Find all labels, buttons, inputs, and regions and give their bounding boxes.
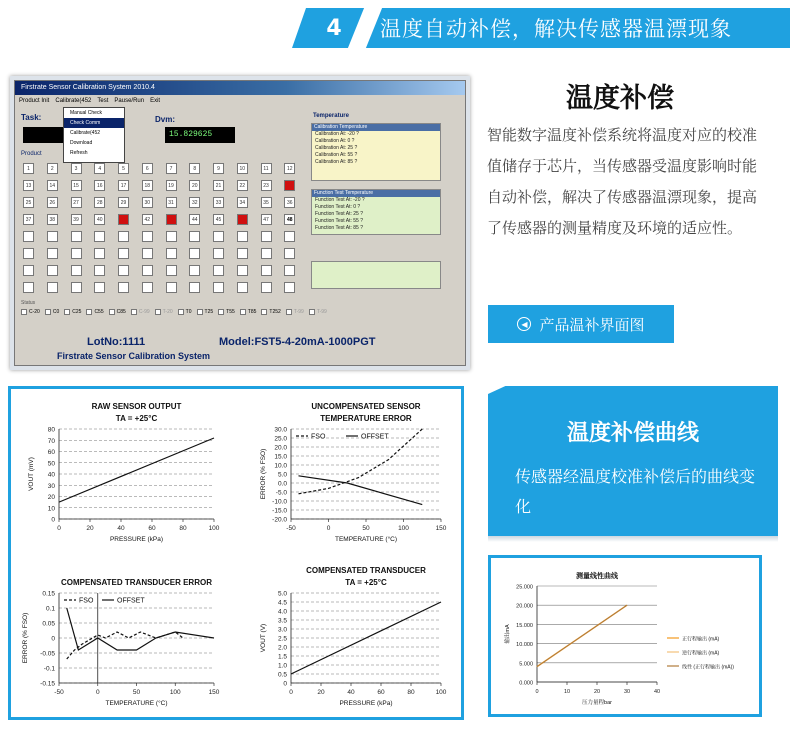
x-tick-label: 40 [653,689,661,695]
product-cell[interactable]: 45 [213,214,224,225]
product-cell[interactable] [23,265,34,276]
menu-item[interactable]: Product Init [19,98,50,104]
status-checkbox[interactable] [197,309,214,315]
x-tick-label: 150 [435,525,447,532]
product-cell[interactable]: 4 [94,163,105,174]
product-cell[interactable]: 29 [118,197,129,208]
product-cell[interactable] [284,231,295,242]
legend-label: 逆行程输出 (mA) [682,650,720,657]
status-checkbox[interactable] [64,309,81,315]
y-axis-label: 输出mA [505,624,511,644]
product-cell[interactable] [118,248,129,259]
y-tick-label: 20.0 [274,444,287,452]
product-cell[interactable]: 47 [261,214,272,225]
model-number: Model:FST5-4-20mA-1000PGT [219,336,376,348]
product-cell[interactable] [118,282,129,293]
product-cell[interactable] [213,248,224,259]
y-tick-label: 0.15 [42,590,55,598]
product-cell[interactable] [284,265,295,276]
product-cell[interactable] [237,265,248,276]
status-checkbox[interactable] [21,309,40,315]
y-tick-label: 60 [47,449,55,456]
y-tick-label: 0 [51,635,55,643]
status-checkbox-label: C85 [116,309,126,315]
y-tick-label: -0.15 [40,680,55,688]
x-axis-label: TEMPERATURE (°C) [105,700,168,707]
window-menubar [15,96,466,107]
y-tick-label: 50 [47,460,55,468]
product-cell[interactable]: 43 [166,214,177,225]
checkbox-icon [309,309,315,315]
y-tick-label: 15.0 [274,453,287,461]
product-cell[interactable]: 39 [71,214,82,225]
status-panel [311,261,441,289]
calibrate-dropdown-menu [63,107,125,163]
y-tick-label: 5.0 [277,471,287,479]
legend-label: 正行程输出 (mA) [682,636,720,643]
list-item: Function Test At: 0 ? [315,204,361,210]
chart-subtitle: TEMPERATURE ERROR [320,414,412,423]
x-tick-label: 20 [317,689,325,696]
status-checkbox-label: T55 [226,309,235,315]
legend-label: 线性 (正行程输出 (mA)) [682,664,734,671]
y-tick-label: 70 [47,437,55,445]
y-tick-label: 1.5 [277,653,287,661]
product-cell[interactable] [261,282,272,293]
status-checkbox-label: C0 [52,309,60,315]
lot-number: LotNo:1111 [87,336,146,348]
x-tick-label: 0 [57,525,61,532]
checkbox-icon [197,309,203,315]
product-cell[interactable] [213,265,224,276]
product-cell[interactable]: 42 [142,214,153,225]
product-cell[interactable]: 37 [23,214,34,225]
product-cell[interactable] [189,231,200,242]
y-tick-label: 80 [47,426,55,434]
callout-body: 传感器经温度校准补偿后的曲线变化 [515,467,756,516]
status-checkbox[interactable] [178,309,192,315]
product-cell[interactable] [142,231,153,242]
product-cell[interactable]: 6 [142,163,153,174]
x-axis-label: 压力量程bar [582,700,612,706]
chart-subtitle: TA = +25°C [115,414,158,423]
product-cell[interactable] [166,248,177,259]
product-cell[interactable] [94,231,105,242]
linearity-chart-svg [491,558,759,714]
product-cell[interactable] [142,248,153,259]
x-axis-label: PRESSURE (kPa) [339,700,393,707]
y-tick-label: 0.000 [519,680,533,687]
checkbox-icon [64,309,70,315]
series-line [67,608,214,650]
callout-shadow [488,536,778,542]
dropdown-item[interactable]: Calibrate(452 [70,130,101,136]
status-checkbox-label: C-99 [138,309,150,315]
y-tick-label: 5.000 [519,661,533,668]
product-cell[interactable]: 44 [189,214,200,225]
menu-item[interactable]: Test [97,98,109,104]
legend-label: FSO [311,433,326,441]
checkbox-icon [21,309,27,315]
list-item: Function Test At: 85 ? [315,225,363,231]
chart-subtitle: TA = +25°C [345,578,387,587]
chart-title: RAW SENSOR OUTPUT [91,402,182,411]
product-cell[interactable] [142,265,153,276]
product-cell[interactable] [166,282,177,293]
dropdown-item[interactable]: Refresh [70,150,88,156]
y-tick-label: 0.1 [45,605,55,613]
product-ui-button-label: 产品温补界面图 [539,315,645,334]
product-cell[interactable]: 36 [284,197,295,208]
dropdown-item[interactable]: Check Comm [64,118,124,128]
product-cell[interactable]: 40 [94,214,105,225]
callout-title: 温度补偿曲线 [566,421,699,446]
product-cell[interactable]: 31 [166,197,177,208]
x-tick-label: -50 [54,689,64,696]
status-label: Status [21,300,36,306]
product-cell[interactable]: 11 [261,163,272,174]
arrow-left-circle-icon: ◀ [517,317,531,331]
y-tick-label: 2.5 [277,635,287,643]
x-tick-label: 60 [148,525,156,532]
calibration-temperature-list[interactable] [311,123,441,181]
product-cell[interactable] [189,282,200,293]
legend-label: FSO [79,597,94,605]
product-cell[interactable] [166,231,177,242]
product-cell[interactable] [94,248,105,259]
x-tick-label: 100 [169,689,181,696]
product-cell[interactable]: 17 [118,180,129,191]
product-cell[interactable] [94,265,105,276]
product-cell[interactable]: 1 [23,163,34,174]
status-checkbox[interactable] [309,309,327,315]
status-checkbox[interactable] [131,309,150,315]
product-cell[interactable] [71,248,82,259]
series-line [299,476,423,505]
product-cell[interactable]: 19 [166,180,177,191]
status-checkbox[interactable] [286,309,304,315]
chart-title: UNCOMPENSATED SENSOR [311,402,421,411]
y-tick-label: 10 [47,505,55,513]
status-checkboxes [21,309,461,315]
product-cell[interactable] [47,265,58,276]
list-item: Function Test At: 25 ? [315,211,363,217]
product-cell[interactable] [189,248,200,259]
list-item: Calibration At: 55 ? [315,152,358,158]
product-cell[interactable]: 10 [237,163,248,174]
product-cell[interactable] [189,265,200,276]
product-cell[interactable]: 20 [189,180,200,191]
dropdown-item[interactable]: Manual Check [70,110,102,116]
y-tick-label: 10.000 [516,642,533,649]
product-cell[interactable]: 27 [71,197,82,208]
chart-title: COMPENSATED TRANSDUCER ERROR [61,578,212,587]
y-tick-label: 2.0 [277,644,287,652]
status-checkbox[interactable] [45,309,59,315]
product-cell[interactable]: 34 [237,197,248,208]
status-checkbox[interactable] [109,309,126,315]
y-tick-label: -0.1 [43,665,55,673]
list-item: Calibration At: 25 ? [315,145,358,151]
y-tick-label: -10.0 [272,498,287,506]
product-cell[interactable] [213,231,224,242]
checkbox-icon [240,309,246,315]
product-cell[interactable] [261,265,272,276]
y-tick-label: 30.0 [274,426,287,434]
product-cell[interactable] [213,282,224,293]
checkbox-icon [86,309,92,315]
status-checkbox-label: T85 [247,309,257,315]
product-cell[interactable]: 9 [213,163,224,174]
product-cell[interactable]: 26 [47,197,58,208]
task-label: Task: [21,113,42,122]
y-tick-label: -5.0 [275,489,287,497]
y-tick-label: 10.0 [274,462,287,470]
y-tick-label: 20.000 [516,603,533,610]
product-cell[interactable]: 38 [47,214,58,225]
status-checkbox-label: T-20 [162,309,173,315]
x-tick-label: -50 [286,525,296,532]
status-checkbox[interactable] [240,309,257,315]
checkbox-icon [261,309,267,315]
product-cell[interactable]: 15 [71,180,82,191]
product-cell[interactable]: 24 [284,180,295,191]
system-name: Firstrate Sensor Calibration System [57,351,211,361]
x-tick-label: 60 [377,689,385,696]
y-axis-label: ERROR (% FSO) [260,448,267,500]
product-cell[interactable] [118,231,129,242]
x-tick-label: 0 [95,689,100,696]
product-ui-button[interactable] [488,305,674,343]
legend-label: OFFSET [117,597,145,605]
product-cell[interactable]: 41 [118,214,129,225]
product-cell[interactable] [47,231,58,242]
y-tick-label: -15.0 [272,507,287,515]
y-tick-label: 0 [51,516,55,524]
menu-item[interactable]: Exit [150,98,161,104]
y-tick-label: 25.000 [516,584,533,591]
checkbox-icon [178,309,184,315]
status-checkbox[interactable] [155,309,173,315]
x-tick-label: 0 [289,689,293,696]
product-cell[interactable] [94,282,105,293]
product-cell[interactable] [237,282,248,293]
product-cell[interactable] [284,248,295,259]
x-tick-label: 40 [347,689,355,696]
status-checkbox[interactable] [86,309,103,315]
series-line [67,632,183,659]
x-tick-label: 150 [208,689,220,696]
y-tick-label: 3.5 [277,617,287,625]
checkbox-icon [286,309,292,315]
y-axis-label: VOUT (mV) [28,457,35,491]
dvm-display: 15.829625 [165,127,235,143]
product-cell[interactable]: 33 [213,197,224,208]
product-cell[interactable]: 7 [166,163,177,174]
product-cell[interactable]: 5 [118,163,129,174]
y-tick-label: 0.05 [42,620,55,628]
section-number: 4 [310,8,358,48]
window-titlebar: Firstrate Sensor Calibration System 2010.4 [15,81,466,95]
temperature-compensation-description: 智能数字温度补偿系统将温度对应的校准值储存于芯片，当传感器受温度影响时能自动补偿，解决了传感器温漂现象，提高了传感器的测量精度及环境的适应性。 [487,126,758,237]
product-cell[interactable]: 28 [94,197,105,208]
y-tick-label: 4.0 [277,608,287,616]
x-tick-label: 100 [208,525,220,532]
y-tick-label: 20 [47,494,55,501]
x-tick-label: 100 [435,689,447,696]
checkbox-icon [218,309,224,315]
product-label: Product [21,151,42,157]
y-tick-label: -20.0 [272,516,287,524]
product-cell[interactable] [142,282,153,293]
product-cell[interactable]: 3 [71,163,82,174]
y-tick-label: 3.0 [277,626,287,634]
x-tick-label: 80 [179,525,187,532]
function-list-header: Function Test Temperature [312,190,440,197]
product-cell[interactable] [166,265,177,276]
x-tick-label: 0 [535,689,539,695]
product-cell[interactable]: 25 [23,197,34,208]
product-grid [23,163,303,293]
chart-title: COMPENSATED TRANSDUCER [306,566,426,575]
product-cell[interactable]: 8 [189,163,200,174]
status-checkbox[interactable] [218,309,235,315]
product-cell[interactable]: 18 [142,180,153,191]
product-cell[interactable] [23,248,34,259]
function-test-temperature-list[interactable] [311,189,441,235]
product-cell[interactable]: 35 [261,197,272,208]
sensor-charts-svg [11,389,461,717]
y-axis-label: ERROR (% FSO) [22,612,29,664]
y-tick-label: 15.000 [516,622,533,629]
product-cell[interactable]: 2 [47,163,58,174]
checkbox-icon [155,309,161,315]
y-tick-label: 0.5 [277,671,287,679]
x-axis-label: PRESSURE (kPa) [109,536,164,543]
product-cell[interactable] [237,248,248,259]
status-checkbox-label: T0 [185,309,192,315]
dropdown-item[interactable]: Download [70,140,93,146]
product-cell[interactable] [284,282,295,293]
product-cell[interactable] [23,231,34,242]
product-cell[interactable]: 14 [47,180,58,191]
product-cell[interactable]: 22 [237,180,248,191]
x-tick-label: 40 [117,525,125,532]
status-checkbox-label: T252 [269,309,281,315]
list-item: Calibration At: 0 ? [315,138,355,144]
dvm-label: Dvm: [155,115,176,124]
y-tick-label: 5.0 [277,590,287,598]
status-checkbox-label: T-99 [316,309,327,315]
y-tick-label: 25.0 [274,435,287,443]
product-cell[interactable]: 13 [23,180,34,191]
x-tick-label: 10 [563,689,571,695]
calibration-window [14,80,466,366]
list-item: Calibration At: 85 ? [315,159,358,165]
status-checkbox-label: T-99 [293,309,304,315]
series-line [59,438,214,502]
product-cell[interactable] [118,265,129,276]
product-cell[interactable]: 46 [237,214,248,225]
y-tick-label: 1.0 [277,662,287,670]
temperature-label: Temperature [313,113,349,119]
list-item: Function Test At: 55 ? [315,218,363,224]
x-tick-label: 30 [623,689,631,695]
product-cell[interactable]: 12 [284,163,295,174]
y-tick-label: 4.5 [277,599,287,607]
temperature-compensation-title: 温度补偿 [566,83,674,114]
checkbox-icon [109,309,115,315]
section-title: 温度自动补偿，解决传感器温漂现象 [380,17,732,41]
product-cell[interactable]: 21 [213,180,224,191]
y-tick-label: 0.0 [277,480,287,488]
checkbox-icon [45,309,51,315]
series-line [537,605,627,666]
status-checkbox-label: C-20 [29,309,40,315]
x-tick-label: 50 [362,525,370,532]
y-tick-label: -0.05 [40,650,55,658]
product-cell[interactable] [71,265,82,276]
x-tick-label: 100 [398,525,409,532]
checkbox-icon [131,309,137,315]
y-tick-label: 30 [47,482,55,490]
product-cell[interactable]: 32 [189,197,200,208]
y-axis-label: VOUT (V) [260,623,267,653]
product-cell[interactable] [71,231,82,242]
product-cell[interactable] [47,248,58,259]
status-checkbox-label: C55 [94,309,104,315]
status-checkbox-label: C25 [72,309,82,315]
status-checkbox-label: T25 [204,309,214,315]
chart-title: 测量线性曲线 [576,573,618,580]
product-cell[interactable] [237,231,248,242]
x-tick-label: 80 [407,689,415,696]
product-cell[interactable]: 23 [261,180,272,191]
product-cell[interactable] [261,248,272,259]
x-tick-label: 50 [132,689,141,696]
product-cell[interactable] [47,282,58,293]
product-cell[interactable] [71,282,82,293]
x-tick-label: 20 [593,689,601,695]
sensor-charts-panel [8,386,464,720]
product-cell[interactable]: 48 [284,214,295,225]
x-tick-label: 20 [86,525,94,532]
y-tick-label: 0 [283,680,287,688]
legend-label: OFFSET [361,433,389,441]
menu-item[interactable]: Pause/Run [114,98,145,104]
status-checkbox[interactable] [261,309,280,315]
x-tick-label: 0 [326,525,331,532]
y-tick-label: 40 [47,471,55,479]
product-cell[interactable] [23,282,34,293]
product-cell[interactable]: 16 [94,180,105,191]
list-item: Function Test At: -20 ? [315,197,365,203]
product-cell[interactable] [261,231,272,242]
linearity-chart-panel [488,555,762,717]
calibration-list-header: Calibration Temperature [312,124,440,131]
product-cell[interactable]: 30 [142,197,153,208]
menu-item[interactable]: Calibrate(452 [55,98,92,104]
list-item: Calibration At: -20 ? [315,131,359,137]
x-axis-label: TEMPERATURE (°C) [334,536,398,543]
